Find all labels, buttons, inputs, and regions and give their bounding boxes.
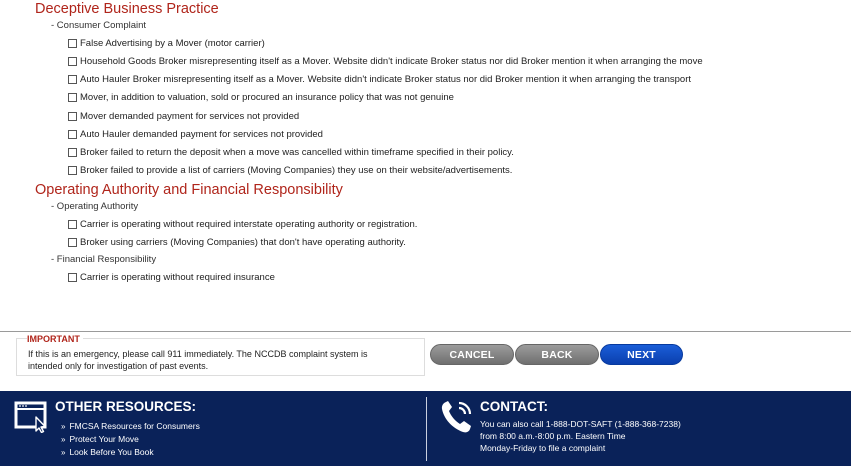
link-protect-your-move[interactable] [61, 434, 139, 444]
option-broker-failed-return-deposit[interactable] [68, 146, 514, 159]
option-auto-hauler-broker[interactable] [68, 73, 691, 86]
link-label: Look Before You Book [69, 447, 154, 457]
contact-heading: CONTACT: [480, 399, 548, 414]
important-text [28, 348, 413, 372]
option-broker-failed-list-carriers[interactable] [68, 164, 512, 177]
section-title-operating-authority: Operating Authority and Financial Responsibility [35, 182, 343, 198]
option-label: Mover, in addition to valuation, sold or procured an insurance policy that was not genuine [80, 92, 454, 103]
checkbox[interactable] [68, 57, 77, 66]
option-no-operating-authority[interactable] [68, 218, 417, 231]
option-label: Broker failed to return the deposit when a move was cancelled within timeframe specified in their policy. [80, 147, 514, 158]
phone-icon [440, 399, 474, 435]
double-chevron-icon: » [61, 421, 64, 431]
link-label: Protect Your Move [69, 434, 139, 444]
option-false-advertising[interactable] [68, 37, 265, 50]
link-label: FMCSA Resources for Consumers [69, 421, 200, 431]
checkbox[interactable] [68, 166, 77, 175]
option-label: Broker using carriers (Moving Companies) that don't have operating authority. [80, 237, 406, 248]
option-label: Mover demanded payment for services not provided [80, 111, 300, 122]
option-household-goods-broker[interactable] [68, 55, 703, 68]
option-no-required-insurance[interactable] [68, 271, 275, 284]
checkbox[interactable] [68, 39, 77, 48]
other-resources-heading: OTHER RESOURCES: [55, 399, 197, 414]
checkbox[interactable] [68, 130, 77, 139]
option-broker-using-unauthorized-carriers[interactable] [68, 236, 406, 249]
contact-line: You can also call 1-888-DOT-SAFT (1-888-368-7238) [480, 419, 681, 429]
contact-line: Monday-Friday to file a complaint [480, 443, 606, 453]
group-label-consumer-complaint: - Consumer Complaint [51, 20, 147, 31]
checkbox[interactable] [68, 220, 77, 229]
checkbox[interactable] [68, 238, 77, 247]
contact-line: from 8:00 a.m.-8:00 p.m. Eastern Time [480, 431, 626, 441]
option-label: Carrier is operating without required insurance [80, 272, 275, 283]
option-auto-hauler-demanded-payment[interactable] [68, 128, 323, 141]
browser-window-cursor-icon [14, 401, 50, 433]
important-title: IMPORTANT [27, 334, 83, 344]
cancel-button[interactable]: CANCEL [430, 344, 514, 365]
option-insurance-not-genuine[interactable] [68, 91, 454, 104]
footer-divider [426, 397, 427, 461]
important-text-line: intended only for investigation of past events. [28, 361, 209, 371]
checkbox[interactable] [68, 112, 77, 121]
checkbox[interactable] [68, 148, 77, 157]
link-look-before-you-book[interactable] [61, 447, 154, 457]
checkbox[interactable] [68, 75, 77, 84]
back-button[interactable]: BACK [515, 344, 599, 365]
link-fmcsa-resources[interactable] [61, 421, 200, 431]
group-label-financial-responsibility: - Financial Responsibility [51, 254, 157, 265]
option-label: Broker failed to provide a list of carriers (Moving Companies) they use on their website/advertisements. [80, 165, 513, 176]
group-label-operating-authority: - Operating Authority [51, 201, 139, 212]
checkbox[interactable] [68, 273, 77, 282]
next-button[interactable]: NEXT [600, 344, 683, 365]
double-chevron-icon: » [61, 447, 64, 457]
double-chevron-icon: » [61, 434, 64, 444]
section-title-deceptive-business-practice: Deceptive Business Practice [35, 1, 219, 17]
option-label: Auto Hauler Broker misrepresenting itself as a Mover. Website didn't indicate Broker status nor did Broker mention it when arranging the transport [80, 74, 691, 85]
option-mover-demanded-payment[interactable] [68, 110, 299, 123]
divider [0, 331, 851, 332]
option-label: Household Goods Broker misrepresenting itself as a Mover. Website didn't indicate Broker status nor did Broker mention it when arranging the move [80, 56, 703, 67]
checkbox[interactable] [68, 93, 77, 102]
important-text-line: If this is an emergency, please call 911 immediately. The NCCDB complaint system is [28, 349, 368, 359]
option-label: False Advertising by a Mover (motor carrier) [80, 38, 265, 49]
option-label: Carrier is operating without required interstate operating authority or registration. [80, 219, 418, 230]
option-label: Auto Hauler demanded payment for services not provided [80, 129, 323, 140]
